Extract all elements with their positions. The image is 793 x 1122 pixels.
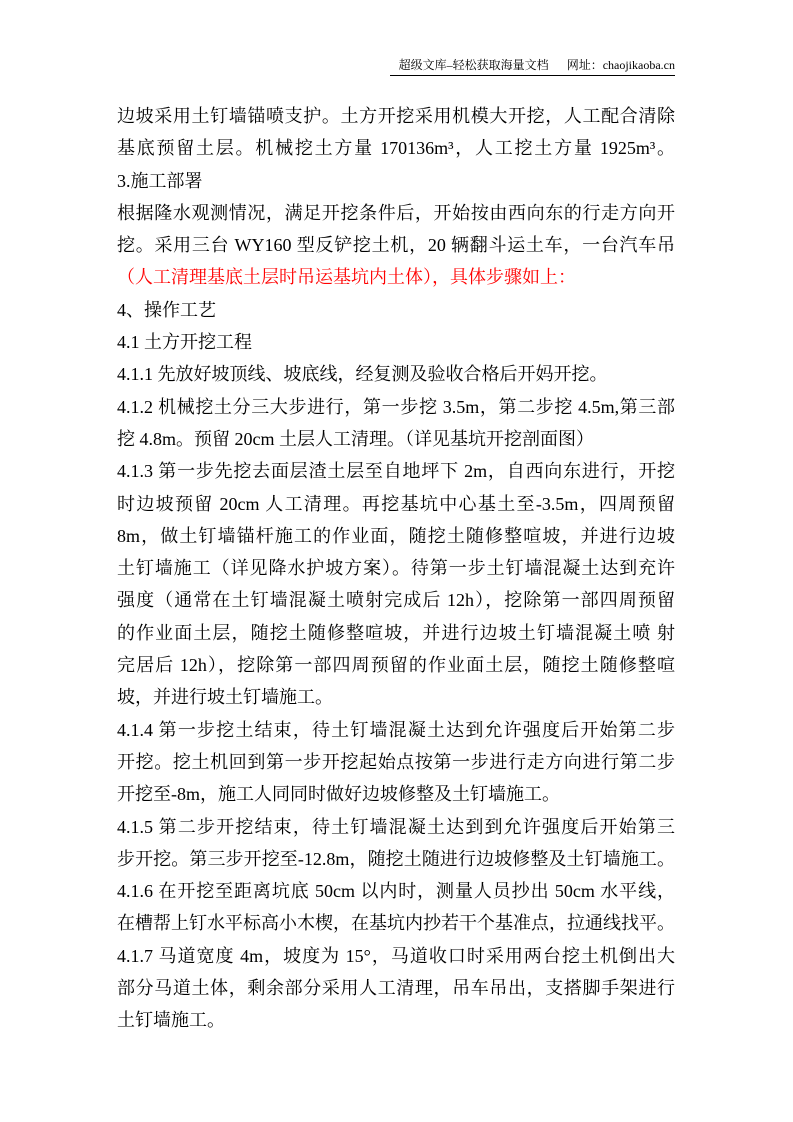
text-line: 时边坡预留 20cm 人工清理。再挖基坑中心基土至-3.5m，四周预留	[117, 493, 675, 514]
document-body	[117, 100, 675, 1037]
text-line: 4.1.3 第一步先挖去面层渣土层至自地坪下 2m，自西向东进行，开挖	[117, 461, 675, 482]
section-heading: 4、操作工艺	[117, 299, 216, 320]
text-line: 边坡采用土钉墙锚喷支护。土方开挖采用机模大开挖，人工配合清除	[117, 106, 675, 126]
text-line: 土钉墙施工（详见降水护坡方案）。待第一步土钉墙混凝土达到充许	[117, 558, 675, 579]
page-header	[390, 56, 675, 76]
highlighted-text-line: （人工清理基底土层时吊运基坑内土体），具体步骤如上：	[117, 267, 576, 288]
text-line: 4.1.5 第二步开挖结束，待土钉墙混凝土达到到允许强度后开始第三	[117, 816, 675, 837]
text-line: 4.1.6 在开挖至距离坑底 50cm 以内时，测量人员抄出 50cm 水平线，	[117, 881, 675, 902]
header-site-url: 网址：chaojikaoba.cn	[566, 58, 675, 72]
text-line: 强度（通常在土钉墙混凝土喷射完成后 12h），挖除第一部四周预留	[117, 590, 675, 611]
text-line: 部分马道土体，剩余部分采用人工清理，吊车吊出，支搭脚手架进行	[117, 978, 675, 999]
text-line: 4.1.7 马道宽度 4m，坡度为 15°，马道收口时采用两台挖土机倒出大	[117, 945, 675, 966]
text-line: 4.1.2 机械挖土分三大步进行，第一步挖 3.5m，第二步挖 4.5m,第三部	[117, 396, 675, 417]
text-line: 根据隆水观测情况，满足开挖条件后，开始按由西向东的行走方向开	[117, 202, 675, 223]
section-heading: 3.施工部署	[117, 170, 203, 191]
text-line: 4.1.4 第一步挖土结束，待土钉墙混凝土达到允许强度后开始第二步	[117, 719, 675, 740]
header-library-name: 超级文库–轻松获取海量文档	[398, 58, 549, 72]
text-line: 的作业面土层，随挖土随修整喧坡，并进行边坡土钉墙混凝土喷 射	[117, 622, 675, 643]
text-line: 坡，并进行坡土钉墙施工。	[117, 687, 333, 708]
text-line: 在槽帮上钉水平标高小木楔，在基坑内抄若干个基准点，拉通线找平。	[117, 913, 675, 934]
text-line: 土钉墙施工。	[117, 1010, 225, 1031]
text-line: 基底预留土层。机械挖土方量 170136m³，人工挖土方量 1925m³。	[117, 138, 675, 159]
text-line: 开挖至-8m，施工人同同时做好边坡修整及土钉墙施工。	[117, 784, 560, 805]
text-line: 挖。采用三台 WY160 型反铲挖土机，20 辆翻斗运土车，一台汽车吊	[117, 235, 675, 256]
subsection-heading: 4.1 土方开挖工程	[117, 332, 252, 353]
text-line: 8m，做土钉墙锚杆施工的作业面，随挖土随修整喧坡，并进行边坡	[117, 525, 675, 546]
text-line: 挖 4.8m。预留 20cm 土层人工清理。（详见基坑开挖剖面图）	[117, 428, 594, 449]
text-line: 完居后 12h），挖除第一部四周预留的作业面土层，随挖土随修整喧	[117, 655, 675, 676]
text-line: 4.1.1 先放好坡顶线、坡底线，经复测及验收合格后开妈开挖。	[117, 364, 608, 385]
text-line: 开挖。挖土机回到第一步开挖起始点按第一步进行走方向进行第二步	[117, 751, 675, 772]
text-line: 步开挖。第三步开挖至-12.8m，随挖土随进行边坡修整及土钉墙施工。	[117, 848, 675, 869]
